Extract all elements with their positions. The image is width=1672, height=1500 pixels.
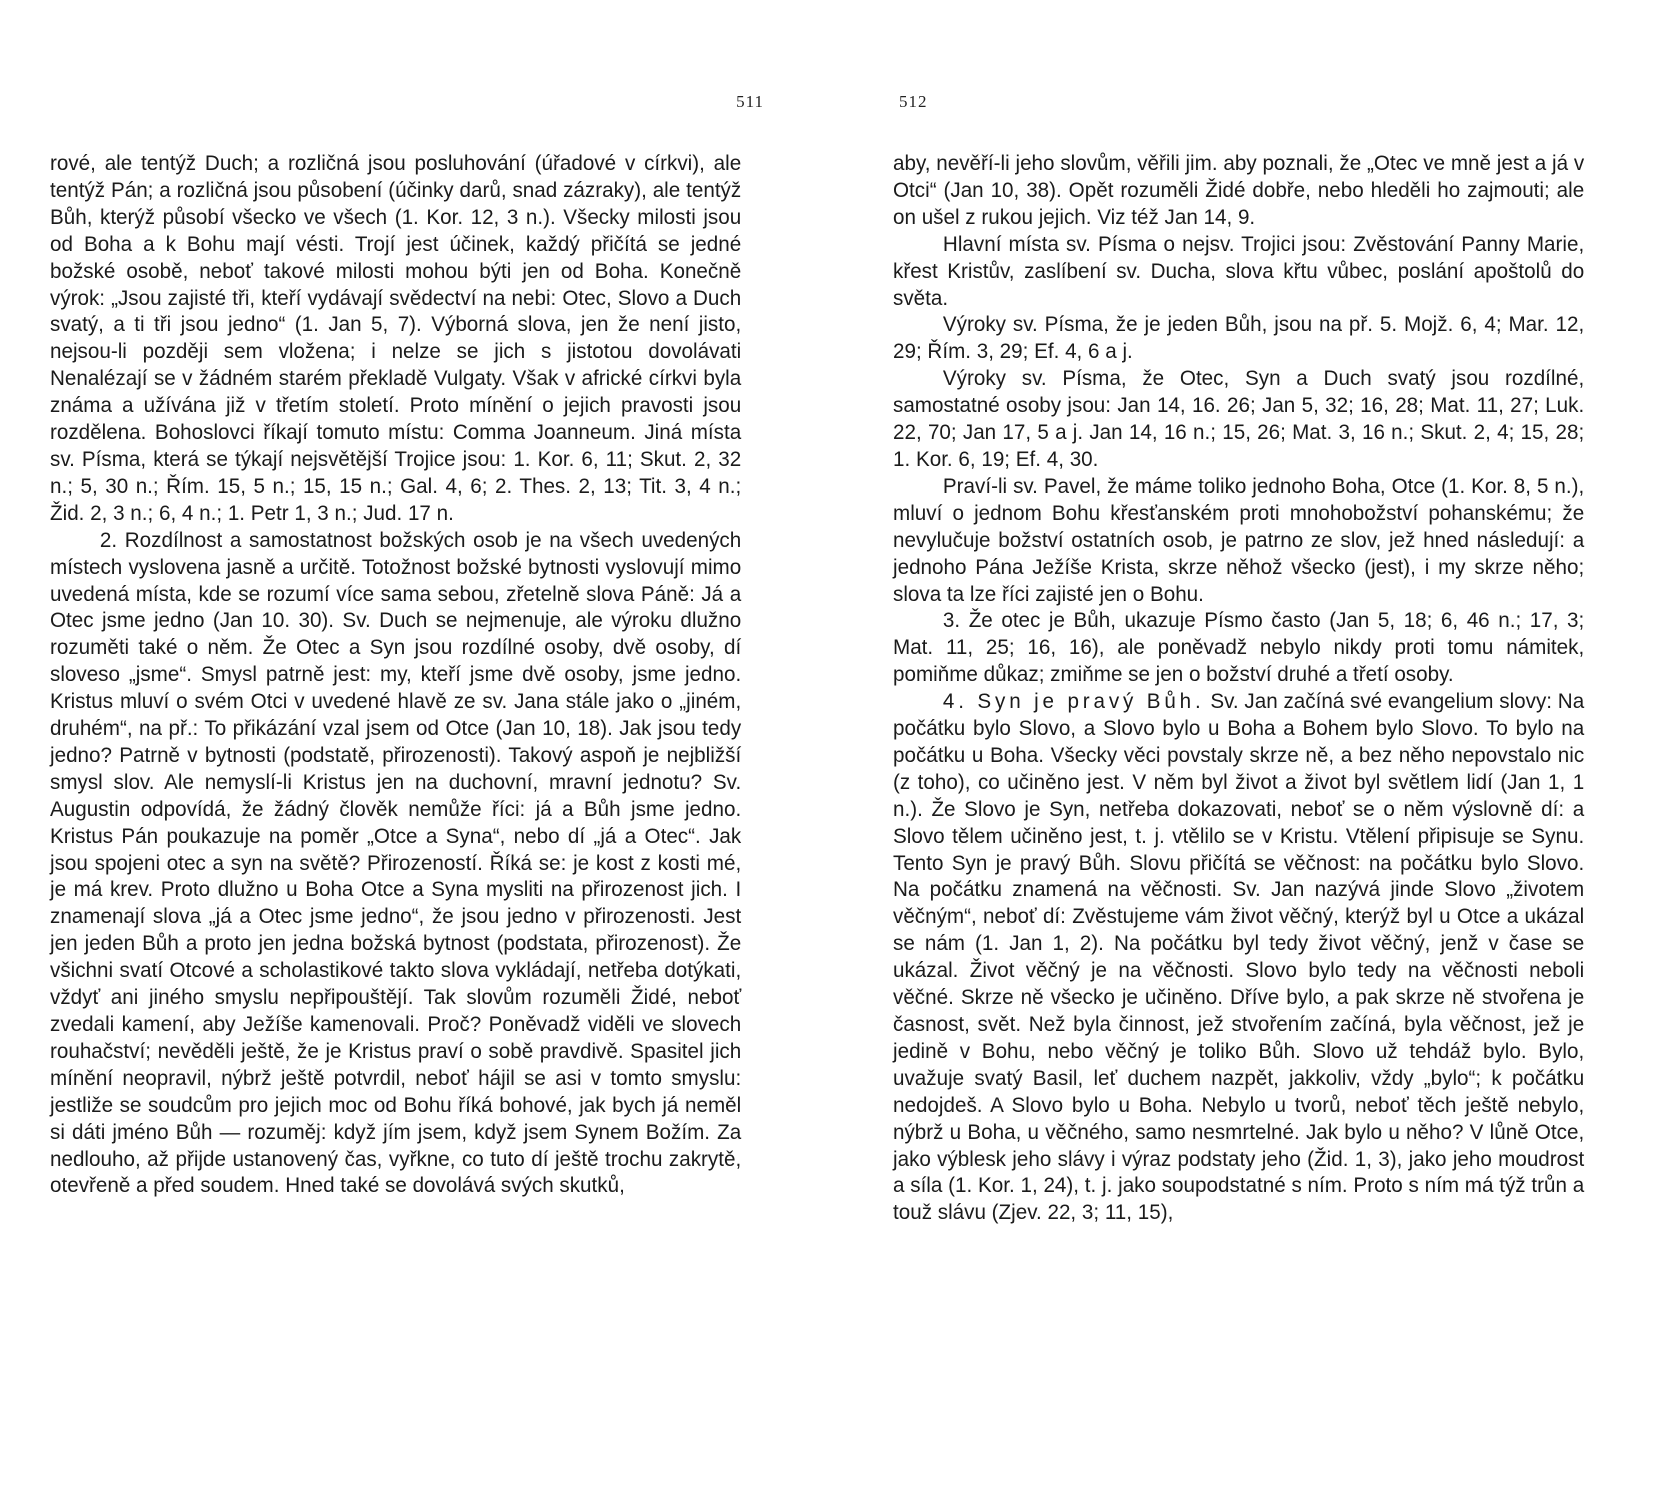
page-text	[50, 150, 741, 1199]
page-number: 511	[736, 92, 764, 111]
paragraph: Výroky sv. Písma, že Otec, Syn a Duch svatý jsou rozdílné, samostatné osoby jsou: Jan 14, 16. 26; Jan 5, 32; 16, 28; Mat. 11, 27; Luk. 22, 70; Jan 17, 5 a j. Jan 14, 16 n.; 15, 26; Mat. 3, 16 n.; Skut. 2, 4; 15, 28; 1. Kor. 6, 19; Ef. 4, 30.	[893, 366, 1585, 471]
paragraph: rové, ale tentýž Duch; a rozličná jsou posluhování (úřadové v církvi), ale tentýž Pán; a rozličná jsou působení (účinky darů, snad zázraky), ale tentýž Bůh, kterýž působí všecko ve všech (1. Kor. 12, 3 n.). Všecky milosti jsou od Boha a k Bohu mají vésti. Trojí jest účinek, každý přičítá se jedné božské osobě, neboť takové milosti mohou býti jen od Boha. Konečně výrok: „Jsou zajisté tři, kteří vydávají svědectví na nebi: Otec, Slovo a Duch svatý, a ti tři jsou jedno“ (1. Jan 5, 7). Výborná slova, jen že není jisto, nejsou-li později sem vložena; i nelze se jich s jistotou dovolávati Nenalézají se v žádném starém překladě Vulgaty. Však v africké církvi byla známa a užívána již v třetím století. Proto mínění o jejich pravosti jsou rozdělena. Bohoslovci říkají tomuto místu: Comma Joanneum. Jiná místa sv. Písma, která se týkají nejsvětější Trojice jsou: 1. Kor. 6, 11; Skut. 2, 32 n.; 5, 30 n.; Řím. 15, 5 n.; 15, 15 n.; Gal. 4, 6; 2. Thes. 2, 13; Tit. 3, 4 n.; Žid. 2, 3 n.; 6, 4 n.; 1. Petr 1, 3 n.; Jud. 17 n.	[50, 151, 742, 525]
paragraph: 3. Že otec je Bůh, ukazuje Písmo často (Jan 5, 18; 6, 46 n.; 17, 3; Mat. 11, 25; 16, 16), ale poněvadž nebylo nikdy proti tomu námitek, pomiňme důkaz; zmiňme se jen o božství druhé a třetí osoby.	[893, 608, 1585, 687]
paragraph-body: Sv. Jan začíná své evangelium slovy: Na počátku bylo Slovo, a Slovo bylo u Boha a Bohem bylo Slovo. To bylo na počátku u Boha. Všecky věci povstaly skrze ně, a bez něho nepovstalo nic (z toho), co učiněno jest. V něm byl život a život byl světlem lidí (Jan 1, 1 n.). Že Slovo je Syn, netřeba dokazovati, neboť se o něm výslovně dí: a Slovo tělem učiněno jest, t. j. vtělilo se v Kristu. Vtělení připisuje se Synu. Tento Syn je pravý Bůh. Slovu přičítá se věčnost: na počátku bylo Slovo. Na počátku znamená na věčnosti. Sv. Jan nazývá jinde Slovo „životem věčným“, neboť dí: Zvěstujeme vám život věčný, kterýž byl u Otce a ukázal se nám (1. Jan 1, 2). Na počátku byl tedy život věčný, jenž v čase se ukázal. Život věčný je na věčnosti. Slovo bylo tedy na věčnosti neboli věčné. Skrze ně všecko je učiněno. Dříve bylo, a pak skrze ně stvořena je časnost, svět. Než byla činnost, jež stvořením začíná, byla věčnost, jež je jedině v Bohu, nebo věčný je toliko Bůh. Slovo už tehdáž bylo. Bylo, uvažuje svatý Basil, leť duchem nazpět, jakkoliv, vždy „bylo“; k počátku nedojdeš. A Slovo bylo u Boha. Nebylo u tvorů, neboť těch ještě nebylo, nýbrž u Boha, u věčného, samo nesmrtelné. Jak bylo u něho? V lůně Otce, jako výblesk jeho slávy i výraz podstaty jeho (Žid. 1, 3), jako jeho moudrost a síla (1. Kor. 1, 24), t. j. jako soupodstatné s ním. Proto s ním má týž trůn a touž slávu (Zjev. 22, 3; 11, 15),	[893, 689, 1585, 1225]
paragraph: 2. Rozdílnost a samostatnost božských osob je na všech uvedených místech vyslovena jasně a určitě. Totožnost božské bytnosti vyslovují mimo uvedená místa, kde se rozumí více sama sebou, zřetelně slova Páně: Já a Otec jsme jedno (Jan 10. 30). Sv. Duch se nejmenuje, ale výroku dlužno rozuměti také o něm. Že Otec a Syn jsou rozdílné osoby, dvě osoby, dí sloveso „jsme“. Smysl patrně jest: my, kteří jsme dvě osoby, jsme jedno. Kristus mluví o svém Otci v uvedené hlavě ze sv. Jana stále jako o „jiném, druhém“, na př.: To přikázání vzal jsem od Otce (Jan 10, 18). Jak jsou tedy jedno? Patrně v bytnosti (podstatě, přirozenosti). Takový aspoň je nejbližší smysl slov. Ale nemyslí-li Kristus jen na duchovní, mravní jednotu? Sv. Augustin odpovídá, že žádný člověk nemůže říci: já a Bůh jsme jedno. Kristus Pán poukazuje na poměr „Otce a Syna“, nebo dí „já a Otec“. Jak jsou spojeni otec a syn na světě? Přirozeností. Říká se: je kost z kosti mé, je má krev. Proto dlužno u Boha Otce a Syna mysliti na přirozenost jich. I znamenají slova „já a Otec jsme jedno“, že jsou jedno v přirozenosti. Jest jen jeden Bůh a proto jen jedna božská bytnost (podstata, přirozenost). Že všichni svatí Otcové a scholastikové takto slova vykládají, netřeba dotýkati, vždyť ani jiného smyslu nepřipouštějí. Tak slovům rozuměli Židé, neboť zvedali kamení, aby Ježíše kamenovali. Proč? Poněvadž viděli ve slovech rouhačství; nevěděli ještě, že je Kristus praví o sobě pravdivě. Spasitel jich mínění neopravil, nýbrž ještě potvrdil, neboť hájil se asi v tomto smyslu: jestliže se soudcům pro jejich moc od Bohu říká bohové, jak bych já neměl si dáti jméno Bůh — rozuměj: když jím jsem, když jsem Synem Božím. Za nedlouho, až přijde ustanovený čas, vyřkne, co tuto dí ještě trochu zakrytě, otevřeně a před soudem. Hned také se dovolává svých skutků,	[50, 527, 742, 1198]
paragraph: Hlavní místa sv. Písma o nejsv. Trojici jsou: Zvěstování Panny Marie, křest Kristův, zaslíbení sv. Ducha, slova křtu vůbec, poslání apoštolů do světa.	[893, 231, 1585, 310]
page-number: 512	[899, 92, 928, 111]
right-page	[893, 0, 1613, 1500]
paragraph: Výroky sv. Písma, že je jeden Bůh, jsou na př. 5. Mojž. 6, 4; Mar. 12, 29; Řím. 3, 29; Ef. 4, 6 a j.	[893, 312, 1585, 364]
paragraph: aby, nevěří-li jeho slovům, věřili jim. aby poznali, že „Otec ve mně jest a já v Otci“ (Jan 10, 38). Opět rozuměli Židé dobře, nebo hleděli ho zajmouti; ale on ušel z rukou jejich. Viz též Jan 14, 9.	[893, 151, 1585, 229]
paragraph: Praví-li sv. Pavel, že máme toliko jednoho Boha, Otce (1. Kor. 8, 5 n.), mluví o jednom Bohu křesťanském proti mnohobožství pohanskému; že nevylučuje božství ostatních osob, je patrno ze slov, jež hned následují: a jednoho Pána Ježíše Krista, skrze něhož všecko (jest), i my skrze něho; slova ta lze říci zajisté jen o Bohu.	[893, 473, 1585, 606]
page-text	[893, 150, 1584, 1226]
left-page	[50, 0, 770, 1500]
spaced-heading: 4. Syn je pravý Bůh.	[942, 689, 1205, 714]
paragraph	[893, 688, 1584, 1226]
